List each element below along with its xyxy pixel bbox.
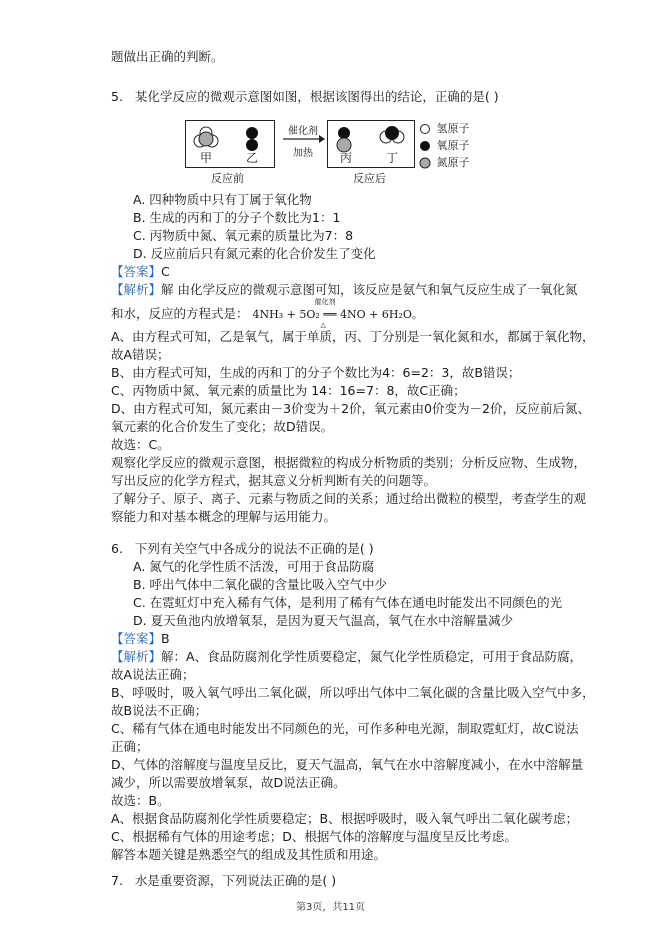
label-ding: 丁 (386, 151, 399, 165)
analysis-line-1: 【解析】解：A、食品防腐剂化学性质要稳定，氮气化学性质稳定，可用于食品防腐， (111, 649, 583, 664)
chemical-equation: 4NH₃ + 5O₂ ══ 4NO + 6H₂O。 (252, 308, 423, 321)
answer-tag: 【答案】 (111, 264, 162, 279)
answer-line (111, 630, 170, 648)
analysis-text: 故A错误； (111, 347, 170, 362)
analysis-text: 解答本题关键是熟悉空气的组成及其性质和用途。 (111, 847, 387, 862)
answer-tag: 【答案】 (111, 631, 162, 646)
question-number: 6. (111, 541, 123, 556)
legend-oxygen: 氧原子 (436, 139, 470, 152)
arrow-icon (281, 134, 325, 144)
option-c: C. 在霓虹灯中充入稀有气体，是利用了稀有气体在通电时能发出不同颜色的光 (133, 595, 563, 610)
question-number: 7. (111, 873, 123, 888)
reaction-diagram (185, 120, 515, 188)
option-c: C. 丙物质中氮、氧元素的质量比为7：8 (133, 228, 354, 243)
analysis-text: C、稀有气体在通电时能发出不同颜色的光，可作多种电光源，制取霓虹灯，故C说法 (111, 721, 579, 736)
option-a: A. 四种物质中只有丁属于氧化物 (133, 192, 312, 207)
option-d: D. 反应前后只有氮元素的化合价发生了变化 (133, 246, 376, 261)
answer-line (111, 263, 170, 281)
analysis-text: 故选：C。 (111, 437, 170, 452)
analysis-text: B、由方程式可知，生成的丙和丁的分子个数比为4：6=2：3，故B错误； (111, 365, 521, 380)
analysis-text: 观察化学反应的微观示意图，根据微粒的构成分析物质的类别；分析反应物、生成物， (111, 455, 587, 470)
analysis-text: D、气体的溶解度与温度呈反比，夏天气温高，氧气在水中溶解度减小，在水中溶解量 (111, 757, 584, 772)
analysis-text: 写出反应的化学方程式，据其意义分析判断有关的问题等。 (111, 473, 437, 488)
analysis-tag: 【解析】 (111, 282, 162, 297)
question-text: 某化学反应的微观示意图如图，根据该图得出的结论，正确的是( ) (134, 89, 499, 104)
analysis-text: 氧元素的化合价发生了变化；故D错误。 (111, 419, 334, 434)
analysis-text: 故选：B。 (111, 793, 170, 808)
option-b: B. 生成的丙和丁的分子个数比为1：1 (133, 210, 341, 225)
arrow-catalyst: 催化剂 (288, 126, 318, 137)
after-box (327, 120, 415, 168)
label-yi: 乙 (246, 151, 259, 165)
page-footer: 第3页，共11页 (295, 902, 366, 913)
continued-text: 题做出正确的判断。 (111, 49, 224, 64)
analysis-text: 故A说法正确； (111, 667, 195, 682)
analysis-text: A、根据食品防腐剂化学性质要稳定；B、根据呼吸时，吸入氧气呼出二氧化碳考虑； (111, 811, 579, 826)
option-a: A. 氮气的化学性质不活泼，可用于食品防腐 (133, 559, 375, 574)
answer-value: B (161, 631, 170, 646)
question-6-stem (111, 540, 374, 558)
analysis-text: 正确； (111, 739, 149, 754)
answer-value: C (161, 264, 170, 279)
analysis-line-2: 和水，反应的方程式是： 催化剂 △ 4NH₃ + 5O₂ ══ 4NO + 6H₂O。 (111, 305, 423, 324)
question-5-stem (111, 88, 499, 106)
analysis-text: C、根据稀有气体的用途考虑；D、根据气体的溶解度与温度呈反比考虑。 (111, 829, 517, 844)
arrow-heat: 加热 (293, 148, 313, 159)
label-bing: 丙 (340, 151, 353, 165)
legend-nitrogen: 氮原子 (436, 156, 470, 169)
question-number: 5. (111, 89, 123, 104)
option-b: B. 呼出气体中二氧化碳的含量比吸入空气中少 (133, 577, 388, 592)
analysis-text: B、呼吸时，吸入氧气呼出二氧化碳，所以呼出气体中二氧化碳的含量比吸入空气中多， (111, 685, 595, 700)
analysis-tag: 【解析】 (111, 649, 162, 664)
analysis-text: D、由方程式可知，氮元素由－3价变为＋2价，氧元素由0价变为－2价，反应前后氮、 (111, 401, 590, 416)
label-jia: 甲 (200, 151, 213, 165)
analysis-text: 减少，所以需要放增氧泵，故D说法正确。 (111, 775, 346, 790)
eq-heat: △ (320, 321, 326, 329)
eq-catalyst: 催化剂 (314, 298, 336, 306)
analysis-text: 故B说法不正确； (111, 703, 208, 718)
option-d: D. 夏天鱼池内放增氧泵，是因为夏天气温高，氧气在水中溶解量减少 (133, 613, 514, 628)
question-text: 下列有关空气中各成分的说法不正确的是( ) (134, 541, 374, 556)
caption-after: 反应后 (353, 172, 386, 185)
caption-before: 反应前 (211, 172, 244, 185)
legend-hydrogen: 氢原子 (436, 122, 470, 135)
question-text: 水是重要资源，下列说法正确的是( ) (134, 873, 337, 888)
analysis-text: A、由方程式可知，乙是氧气，属于单质，丙、丁分别是一氧化氮和水，都属于氧化物， (111, 329, 595, 344)
analysis-line-1: 【解析】解 由化学反应的微观示意图可知，该反应是氨气和氧气反应生成了一氧化氮 (111, 282, 578, 297)
question-7-stem (111, 872, 336, 890)
analysis-text: C、丙物质中氮、氧元素的质量比为 14：16=7：8，故C正确； (111, 383, 466, 398)
before-box (185, 120, 275, 168)
analysis-text: 了解分子、原子、离子、元素与物质之间的关系；通过给出微粒的模型，考查学生的观 (111, 491, 587, 506)
analysis-text: 察能力和对基本概念的理解与运用能力。 (111, 509, 337, 524)
